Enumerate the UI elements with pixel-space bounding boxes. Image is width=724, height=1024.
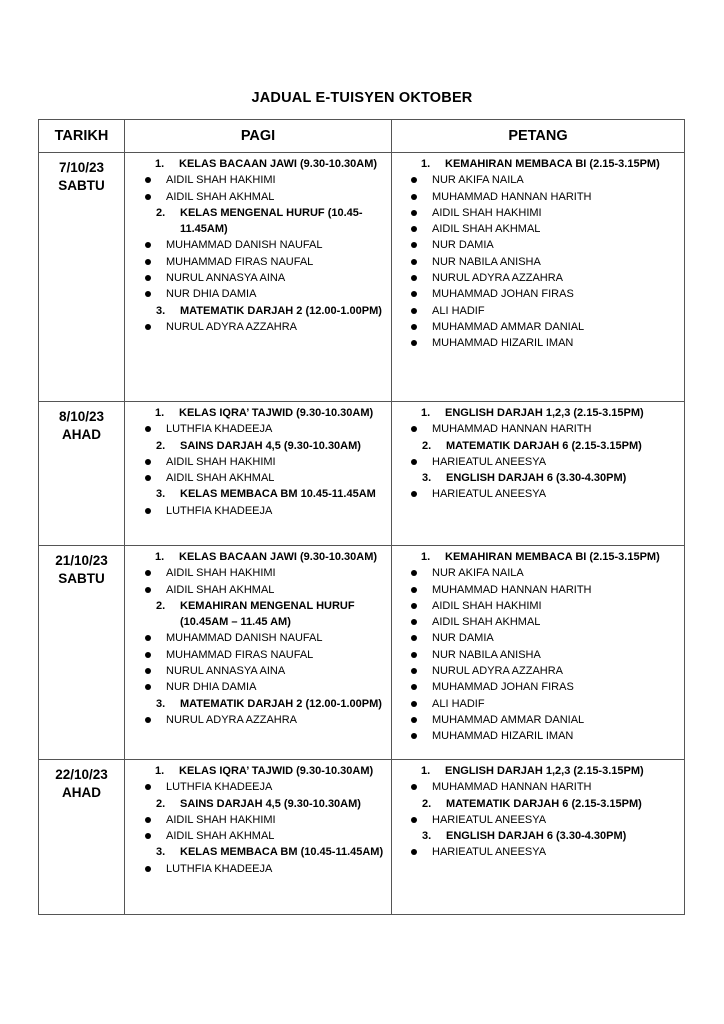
class-heading <box>401 796 684 812</box>
day-text: SABTU <box>58 571 105 586</box>
student-name: AIDIL SHAH HAKHIMI <box>432 206 542 219</box>
class-number: 1. <box>421 551 431 563</box>
date-text: 8/10/23 <box>58 409 105 424</box>
morning-cell <box>125 760 392 915</box>
student-name: MUHAMMAD HANNAN HARITH <box>432 781 592 794</box>
student-item <box>401 779 684 795</box>
student-name: MUHAMMAD DANISH NAUFAL <box>166 632 323 645</box>
class-title: ENGLISH DARJAH 1,2,3 (2.15-3.15PM) <box>445 407 644 419</box>
student-name: MUHAMMAD HIZARIL IMAN <box>432 337 574 350</box>
student-name: NUR NABILA ANISHA <box>432 255 541 268</box>
bullet-icon <box>401 614 432 630</box>
student-item <box>135 172 391 188</box>
student-item <box>135 779 391 795</box>
bullet-icon <box>135 712 166 728</box>
bullet-icon <box>401 712 432 728</box>
class-heading <box>135 486 391 502</box>
class-heading <box>135 205 391 238</box>
bullet-icon <box>401 565 432 581</box>
class-heading <box>135 303 391 319</box>
class-title: MATEMATIK DARJAH 2 (12.00-1.00PM) <box>180 697 382 710</box>
class-heading <box>135 438 391 454</box>
class-heading <box>401 156 684 172</box>
student-item <box>401 630 684 646</box>
bullet-icon <box>401 663 432 679</box>
schedule-row <box>39 546 685 760</box>
class-title: SAINS DARJAH 4,5 (9.30-10.30AM) <box>180 439 361 452</box>
header-morning: PAGI <box>125 120 392 153</box>
bullet-icon <box>401 286 432 302</box>
bullet-icon <box>401 189 432 205</box>
bullet-icon <box>401 421 432 437</box>
bullet-icon <box>401 303 432 319</box>
day-text: SABTU <box>58 178 105 193</box>
student-item <box>401 696 684 712</box>
bullet-icon <box>135 189 166 205</box>
student-item <box>401 486 684 502</box>
afternoon-cell <box>392 546 685 760</box>
class-heading <box>135 598 391 631</box>
class-number: 2. <box>156 439 166 452</box>
student-name: AIDIL SHAH AKHMAL <box>166 830 275 843</box>
bullet-icon <box>135 828 166 844</box>
schedule-body <box>39 153 685 915</box>
class-title: KEMAHIRAN MEMBACA BI (2.15-3.15PM) <box>445 551 660 563</box>
class-number: 3. <box>156 488 166 501</box>
class-number: 3. <box>422 830 432 843</box>
student-item <box>135 319 391 335</box>
student-item <box>401 205 684 221</box>
date-cell <box>39 153 125 402</box>
bullet-icon <box>135 237 166 253</box>
student-name: MUHAMMAD HANNAN HARITH <box>432 423 592 436</box>
student-name: AIDIL SHAH HAKHIMI <box>432 599 542 612</box>
student-name: AIDIL SHAH AKHMAL <box>166 190 275 203</box>
bullet-icon <box>401 647 432 663</box>
student-name: LUTHFIA KHADEEJA <box>166 862 273 875</box>
bullet-icon <box>401 486 432 502</box>
day-text: AHAD <box>62 427 101 442</box>
class-number: 2. <box>156 206 166 219</box>
bullet-icon <box>401 598 432 614</box>
bullet-icon <box>135 582 166 598</box>
bullet-icon <box>135 779 166 795</box>
class-title: KEMAHIRAN MEMBACA BI (2.15-3.15PM) <box>445 158 660 170</box>
bullet-icon <box>401 696 432 712</box>
student-name: HARIEATUL ANEESYA <box>432 813 547 826</box>
student-name: NURUL ANNASYA AINA <box>166 272 286 285</box>
class-number: 1. <box>155 158 165 170</box>
bullet-icon <box>401 779 432 795</box>
class-number: 1. <box>421 407 431 419</box>
bullet-icon <box>401 582 432 598</box>
student-name: NURUL ADYRA AZZAHRA <box>432 272 564 285</box>
morning-cell <box>125 153 392 402</box>
student-name: MUHAMMAD JOHAN FIRAS <box>432 681 574 694</box>
student-name: MUHAMMAD JOHAN FIRAS <box>432 288 574 301</box>
class-title: MATEMATIK DARJAH 6 (2.15-3.15PM) <box>446 797 642 810</box>
class-number: 3. <box>156 697 166 710</box>
student-item <box>401 303 684 319</box>
student-item <box>135 812 391 828</box>
class-number: 2. <box>156 599 166 612</box>
student-item <box>135 254 391 270</box>
student-item <box>401 663 684 679</box>
student-item <box>135 421 391 437</box>
student-item <box>401 582 684 598</box>
bullet-icon <box>401 630 432 646</box>
student-item <box>401 812 684 828</box>
student-name: HARIEATUL ANEESYA <box>432 488 547 501</box>
class-number: 2. <box>156 797 166 810</box>
schedule-row <box>39 402 685 546</box>
class-title: KEMAHIRAN MENGENAL HURUF (10.45AM – 11.45 AM) <box>180 599 355 629</box>
student-item <box>401 254 684 270</box>
class-title: ENGLISH DARJAH 1,2,3 (2.15-3.15PM) <box>445 765 644 777</box>
class-number: 1. <box>421 765 431 777</box>
student-item <box>135 237 391 253</box>
class-heading <box>135 696 391 712</box>
student-name: NURUL ADYRA AZZAHRA <box>166 713 298 726</box>
afternoon-cell <box>392 153 685 402</box>
date-cell <box>39 546 125 760</box>
student-name: NUR DHIA DAMIA <box>166 288 257 301</box>
bullet-icon <box>135 286 166 302</box>
bullet-icon <box>401 728 432 744</box>
class-title: ENGLISH DARJAH 6 (3.30-4.30PM) <box>446 830 627 843</box>
class-title: ENGLISH DARJAH 6 (3.30-4.30PM) <box>446 472 627 485</box>
student-name: AIDIL SHAH HAKHIMI <box>166 813 276 826</box>
student-name: MUHAMMAD HIZARIL IMAN <box>432 730 574 743</box>
bullet-icon <box>135 254 166 270</box>
student-name: LUTHFIA KHADEEJA <box>166 423 273 436</box>
student-name: NUR AKIFA NAILA <box>432 174 524 187</box>
student-item <box>401 421 684 437</box>
morning-cell <box>125 546 392 760</box>
bullet-icon <box>401 172 432 188</box>
class-heading <box>401 470 684 486</box>
student-item <box>135 630 391 646</box>
class-heading <box>401 405 684 421</box>
bullet-icon <box>135 319 166 335</box>
morning-cell <box>125 402 392 546</box>
bullet-icon <box>401 237 432 253</box>
student-name: AIDIL SHAH AKHMAL <box>166 583 275 596</box>
student-name: MUHAMMAD HANNAN HARITH <box>432 190 592 203</box>
date-text: 7/10/23 <box>58 160 105 175</box>
class-number: 1. <box>421 158 431 170</box>
student-name: AIDIL SHAH AKHMAL <box>432 223 541 236</box>
class-title: KELAS MENGENAL HURUF (10.45-11.45AM) <box>180 206 363 236</box>
student-name: NUR DAMIA <box>432 239 494 252</box>
class-title: KELAS MEMBACA BM (10.45-11.45AM) <box>180 846 384 859</box>
header-row <box>39 120 685 153</box>
student-item <box>401 647 684 663</box>
student-name: HARIEATUL ANEESYA <box>432 846 547 859</box>
schedule-row <box>39 760 685 915</box>
class-number: 3. <box>156 846 166 859</box>
student-name: NUR NABILA ANISHA <box>432 648 541 661</box>
bullet-icon <box>135 861 166 877</box>
bullet-icon <box>401 319 432 335</box>
student-item <box>401 319 684 335</box>
student-name: ALI HADIF <box>432 697 485 710</box>
bullet-icon <box>135 679 166 695</box>
student-name: MUHAMMAD AMMAR DANIAL <box>432 320 585 333</box>
student-name: LUTHFIA KHADEEJA <box>166 781 273 794</box>
bullet-icon <box>135 172 166 188</box>
student-item <box>135 503 391 519</box>
student-item <box>401 221 684 237</box>
student-item <box>135 647 391 663</box>
student-item <box>401 189 684 205</box>
class-number: 2. <box>422 797 432 810</box>
student-item <box>401 565 684 581</box>
class-title: SAINS DARJAH 4,5 (9.30-10.30AM) <box>180 797 361 810</box>
bullet-icon <box>401 844 432 860</box>
schedule-row <box>39 153 685 402</box>
header-date: TARIKH <box>39 120 125 153</box>
header-afternoon: PETANG <box>392 120 685 153</box>
class-heading <box>401 438 684 454</box>
student-name: MUHAMMAD FIRAS NAUFAL <box>166 648 314 661</box>
class-heading <box>135 156 391 172</box>
day-text: AHAD <box>62 785 101 800</box>
student-name: AIDIL SHAH HAKHIMI <box>166 455 276 468</box>
student-item <box>401 454 684 470</box>
class-heading <box>401 549 684 565</box>
bullet-icon <box>401 205 432 221</box>
date-cell <box>39 760 125 915</box>
bullet-icon <box>135 270 166 286</box>
student-name: NUR DHIA DAMIA <box>166 681 257 694</box>
bullet-icon <box>401 221 432 237</box>
afternoon-cell <box>392 402 685 546</box>
page-title: JADUAL E-TUISYEN OKTOBER <box>251 90 473 106</box>
bullet-icon <box>135 565 166 581</box>
student-name: HARIEATUL ANEESYA <box>432 455 547 468</box>
class-number: 3. <box>422 472 432 485</box>
student-item <box>401 712 684 728</box>
student-name: AIDIL SHAH HAKHIMI <box>166 567 276 580</box>
class-number: 1. <box>155 551 165 563</box>
bullet-icon <box>135 421 166 437</box>
student-item <box>401 598 684 614</box>
class-heading <box>135 549 391 565</box>
schedule-table <box>38 119 685 915</box>
student-name: NUR DAMIA <box>432 632 494 645</box>
class-heading <box>135 405 391 421</box>
class-number: 1. <box>155 407 165 419</box>
date-text: 22/10/23 <box>55 767 108 782</box>
date-cell <box>39 402 125 546</box>
bullet-icon <box>401 254 432 270</box>
bullet-icon <box>135 630 166 646</box>
class-number: 1. <box>155 765 165 777</box>
student-item <box>401 614 684 630</box>
bullet-icon <box>401 454 432 470</box>
student-name: MUHAMMAD DANISH NAUFAL <box>166 239 323 252</box>
student-item <box>135 712 391 728</box>
class-title: KELAS IQRA’ TAJWID (9.30-10.30AM) <box>179 407 374 419</box>
student-item <box>401 335 684 351</box>
class-heading <box>135 844 391 860</box>
class-heading <box>135 796 391 812</box>
class-title: KELAS IQRA’ TAJWID (9.30-10.30AM) <box>179 765 374 777</box>
student-name: MUHAMMAD FIRAS NAUFAL <box>166 255 314 268</box>
class-title: KELAS BACAAN JAWI (9.30-10.30AM) <box>179 158 378 170</box>
student-item <box>401 286 684 302</box>
student-item <box>135 663 391 679</box>
class-title: KELAS BACAAN JAWI (9.30-10.30AM) <box>179 551 378 563</box>
student-item <box>401 270 684 286</box>
student-item <box>135 270 391 286</box>
bullet-icon <box>135 663 166 679</box>
student-name: LUTHFIA KHADEEJA <box>166 504 273 517</box>
student-name: NURUL ADYRA AZZAHRA <box>166 320 298 333</box>
date-text: 21/10/23 <box>55 553 108 568</box>
class-heading <box>135 763 391 779</box>
student-item <box>135 189 391 205</box>
class-title: KELAS MEMBACA BM 10.45-11.45AM <box>180 488 376 501</box>
student-name: AIDIL SHAH HAKHIMI <box>166 174 276 187</box>
student-item <box>135 828 391 844</box>
student-item <box>135 679 391 695</box>
student-item <box>401 172 684 188</box>
student-item <box>401 844 684 860</box>
class-title: MATEMATIK DARJAH 2 (12.00-1.00PM) <box>180 304 382 317</box>
bullet-icon <box>135 812 166 828</box>
student-name: ALI HADIF <box>432 304 485 317</box>
class-number: 3. <box>156 304 166 317</box>
class-title: MATEMATIK DARJAH 6 (2.15-3.15PM) <box>446 439 642 452</box>
student-name: AIDIL SHAH AKHMAL <box>166 472 275 485</box>
afternoon-cell <box>392 760 685 915</box>
student-item <box>401 237 684 253</box>
student-name: AIDIL SHAH AKHMAL <box>432 616 541 629</box>
student-item <box>135 582 391 598</box>
bullet-icon <box>401 679 432 695</box>
student-item <box>135 454 391 470</box>
bullet-icon <box>135 503 166 519</box>
class-heading <box>401 828 684 844</box>
student-item <box>135 861 391 877</box>
student-item <box>135 470 391 486</box>
bullet-icon <box>401 812 432 828</box>
student-item <box>135 565 391 581</box>
bullet-icon <box>135 647 166 663</box>
student-item <box>401 728 684 744</box>
student-name: MUHAMMAD HANNAN HARITH <box>432 583 592 596</box>
class-heading <box>401 763 684 779</box>
bullet-icon <box>401 270 432 286</box>
class-number: 2. <box>422 439 432 452</box>
student-item <box>401 679 684 695</box>
student-name: NURUL ADYRA AZZAHRA <box>432 665 564 678</box>
bullet-icon <box>135 454 166 470</box>
student-name: MUHAMMAD AMMAR DANIAL <box>432 713 585 726</box>
bullet-icon <box>135 470 166 486</box>
student-item <box>135 286 391 302</box>
student-name: NUR AKIFA NAILA <box>432 567 524 580</box>
bullet-icon <box>401 335 432 351</box>
student-name: NURUL ANNASYA AINA <box>166 665 286 678</box>
